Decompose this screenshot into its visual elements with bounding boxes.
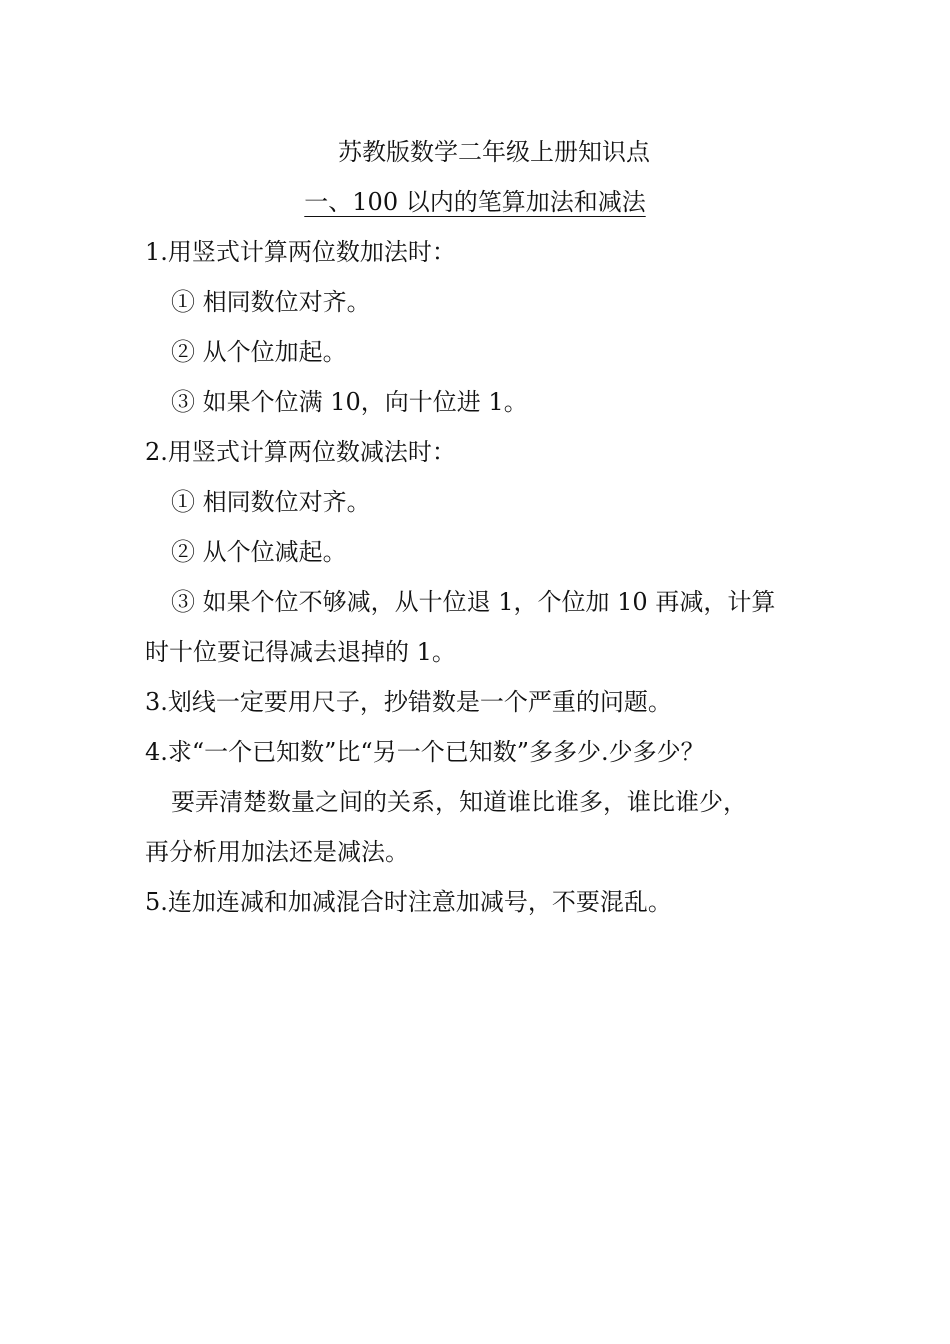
section-title-text: 一、100 以内的笔算加法和减法 (304, 188, 646, 216)
text-line-3: ② 从个位加起。 (171, 338, 347, 366)
text-line-11: 4.求“一个已知数”比“另一个已知数”多多少.少多少？ (145, 738, 705, 766)
section-title (0, 182, 950, 222)
text-line-12: 要弄清楚数量之间的关系，知道谁比谁多，谁比谁少， (171, 788, 747, 816)
text-line-4: ③ 如果个位满 10，向十位进 1。 (171, 388, 528, 416)
text-line-5: 2.用竖式计算两位数减法时： (145, 438, 456, 466)
document-body (145, 232, 810, 932)
document-title: 苏教版数学二年级上册知识点 (338, 138, 650, 166)
text-line-1: 1.用竖式计算两位数加法时： (145, 238, 456, 266)
text-line-6: ① 相同数位对齐。 (171, 488, 371, 516)
text-line-2: ① 相同数位对齐。 (171, 288, 371, 316)
text-line-9: 时十位要记得减去退掉的 1。 (145, 638, 456, 666)
text-line-8: ③ 如果个位不够减，从十位退 1，个位加 10 再减，计算 (171, 588, 776, 616)
text-line-10: 3.划线一定要用尺子，抄错数是一个严重的问题。 (145, 688, 672, 716)
text-line-7: ② 从个位减起。 (171, 538, 347, 566)
text-line-13: 再分析用加法还是减法。 (145, 838, 409, 866)
text-line-14: 5.连加连减和加减混合时注意加减号，不要混乱。 (145, 888, 672, 916)
